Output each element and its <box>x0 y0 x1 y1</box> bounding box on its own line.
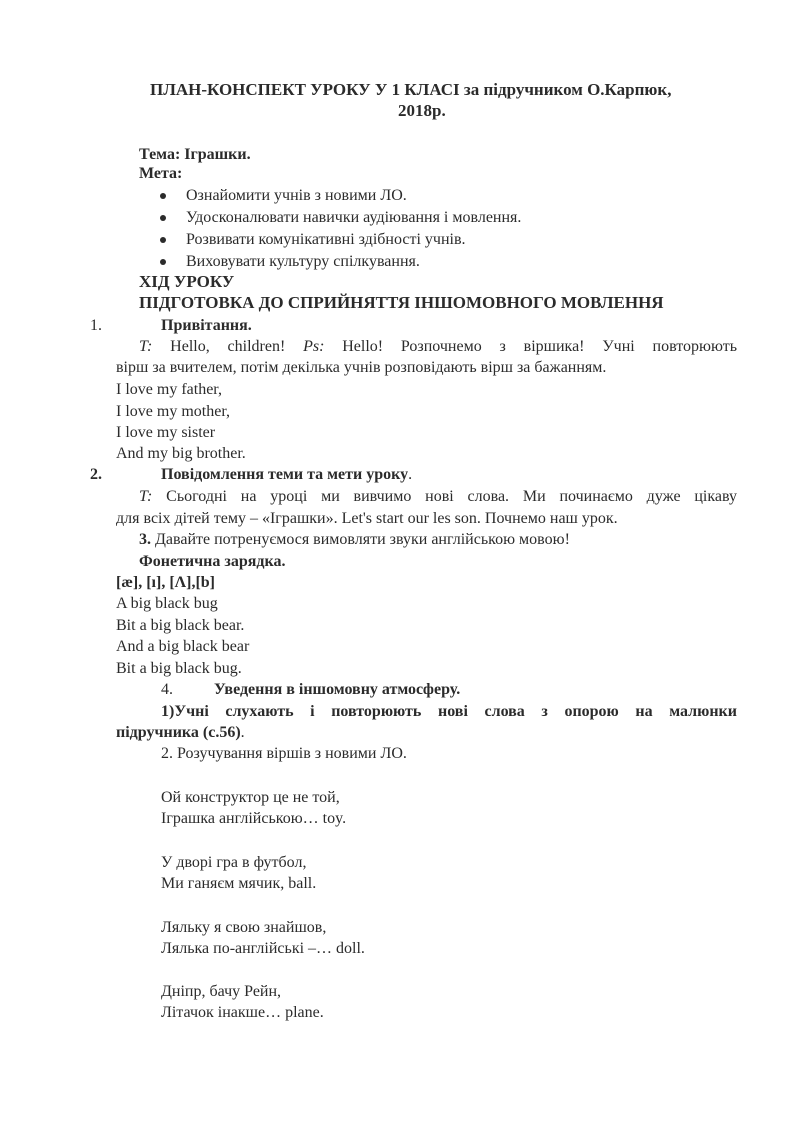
section-2-line1 <box>139 487 737 507</box>
verse-line: Лялька по-англійські –… doll. <box>161 940 365 957</box>
section-4-sub1-dot: . <box>240 724 245 741</box>
list-item <box>160 230 720 252</box>
teacher-label: T: <box>139 488 153 505</box>
prep-heading: ПІДГОТОВКА ДО СПРИЙНЯТТЯ ІНШОМОВНОГО МОВЛЕННЯ <box>139 293 664 312</box>
goal-text: Виховувати культуру спілкування. <box>186 253 420 270</box>
phonetic-sounds: [æ], [ı], [Λ],[b] <box>116 574 215 591</box>
teacher-label: T: <box>139 338 153 355</box>
verse-line: Ой конструктор це не той, <box>161 789 340 806</box>
section-4-sub1-line1: 1)Учні слухають і повторюють нові слова з опорою на малюнки <box>161 703 737 720</box>
bullet-icon <box>160 193 166 199</box>
poem1-line: And my big brother. <box>116 445 246 462</box>
bullet-icon <box>160 259 166 265</box>
verse-line: Дніпр, бачу Рейн, <box>161 983 282 1000</box>
list-item <box>160 252 720 274</box>
course-heading: ХІД УРОКУ <box>139 272 235 291</box>
document-title-line1: ПЛАН-КОНСПЕКТ УРОКУ У 1 КЛАСІ за підручником О.Карпюк, <box>150 80 672 99</box>
poem2-line: And a big black bear <box>116 638 250 655</box>
section-1-line2: вірш за вчителем, потім декілька учнів розповідають вірш за бажанням. <box>116 359 607 376</box>
section-4-title: Уведення в іншомовну атмосферу. <box>214 681 461 698</box>
section-1-title: Привітання. <box>161 317 252 334</box>
section-2-line2: для всіх дітей тему – «Іграшки». Let's start our les son. Почнемо наш урок. <box>116 510 618 527</box>
section-2-title-wrap <box>161 465 412 485</box>
goal-text: Ознайомити учнів з новими ЛО. <box>186 187 407 204</box>
verse-line: У дворі гра в футбол, <box>161 854 307 871</box>
verse-line: Літачок інакше… plane. <box>161 1004 324 1021</box>
verse-line: Ми ганяєм мячик, ball. <box>161 875 317 892</box>
goal-text: Удосконалювати навички аудіювання і мовлення. <box>186 209 522 226</box>
document-title-line2: 2018р. <box>398 101 446 120</box>
phonetic-title: Фонетична зарядка. <box>139 553 286 570</box>
poem1-line: I love my sister <box>116 424 216 441</box>
section-2-title-dot: . <box>408 466 413 483</box>
bullet-icon <box>160 215 166 221</box>
section-3-text: Давайте потренуємося вимовляти звуки англійською мовою! <box>155 531 570 548</box>
section-1-number: 1. <box>90 317 102 334</box>
goal-label: Мета: <box>139 165 183 182</box>
poem2-line: A big black bug <box>116 595 218 612</box>
poem1-line: I love my mother, <box>116 403 230 420</box>
section-3-number: 3. <box>139 531 151 548</box>
section-4-sub1-text: підручника (с.56) <box>116 724 241 741</box>
list-item <box>160 186 720 208</box>
goal-text: Розвивати комунікативні здібності учнів. <box>186 231 466 248</box>
section-2-number: 2. <box>90 466 102 483</box>
section-2-line1-rest: Сьогодні на уроці ми вивчимо нові слова. Ми починаємо дуже цікаву <box>166 488 738 505</box>
section-1-line1 <box>139 337 737 357</box>
section-4-sub1-line2 <box>116 723 245 743</box>
verse-line: Іграшка англійською… toy. <box>161 810 347 827</box>
verse-line: Ляльку я свою знайшов, <box>161 919 327 936</box>
poem2-line: Bit a big black bear. <box>116 617 245 634</box>
bullet-icon <box>160 237 166 243</box>
poem1-line: I love my father, <box>116 381 222 398</box>
section-3-line <box>139 530 570 550</box>
pupils-label: Ps: <box>303 338 325 355</box>
section-4-sub2: 2. Розучування віршів з новими ЛО. <box>161 745 407 762</box>
poem2-line: Bit a big black bug. <box>116 660 242 677</box>
topic: Тема: Іграшки. <box>139 146 251 163</box>
section-2-title: Повідомлення теми та мети уроку <box>161 466 409 483</box>
section-4-number: 4. <box>161 681 173 698</box>
section-1-line1-rest: Hello! Розпочнемо з віршика! Учні повторюють <box>342 338 737 355</box>
teacher-text: Hello, children! <box>170 338 286 355</box>
list-item <box>160 208 720 230</box>
